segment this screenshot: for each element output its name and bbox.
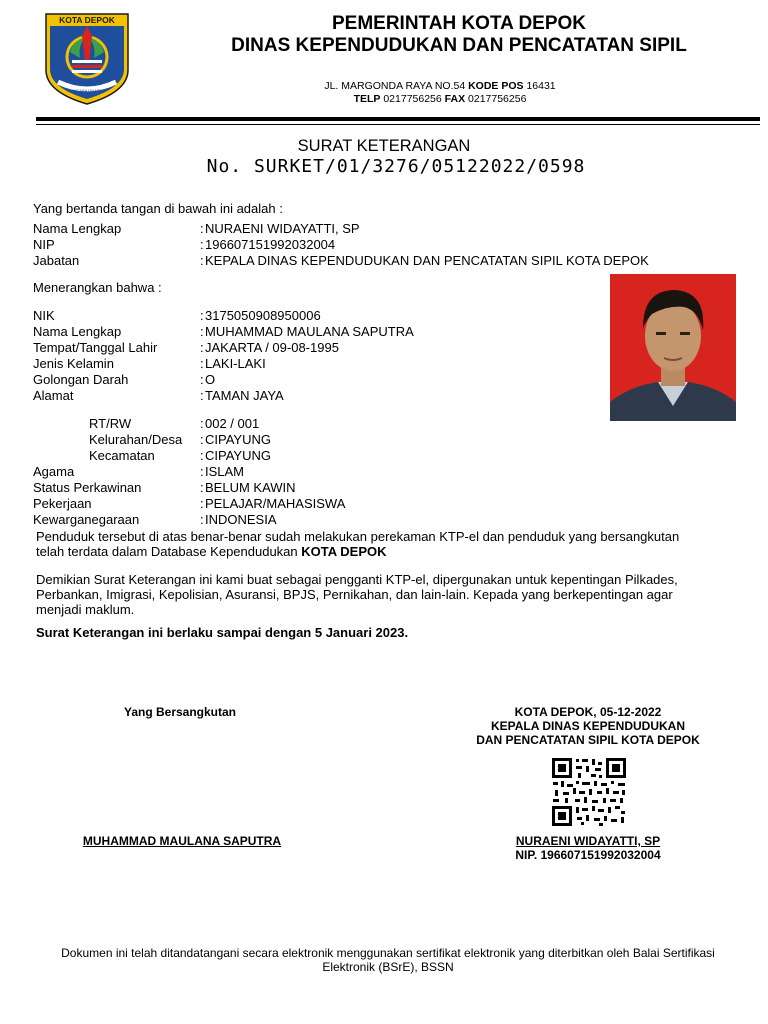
signer-name-value: NURAENI WIDAYATTI, SP [205,221,360,236]
purpose-line-2: Perbankan, Imigrasi, Kepolisian, Asuransi, BPJS, Pernikahan, dan lain-lain. Kepada yang berkepentingan agar [36,587,673,602]
village-value: CIPAYUNG [205,432,271,447]
address-value: TAMAN JAYA [205,388,284,403]
gender-label: Jenis Kelamin [33,356,114,371]
statement-line-2-text: telah terdata dalam Database Kependudukan [36,544,298,559]
colon: : [200,496,204,511]
logo-title-text: KOTA DEPOK [59,15,115,25]
colon: : [200,416,204,431]
colon: : [200,308,204,323]
colon: : [200,237,204,252]
nik-value: 3175050908950006 [205,308,321,323]
address-line [240,80,640,93]
citizenship-label: Kewarganegaraan [33,512,140,527]
purpose-line-3: menjadi maklum. [36,602,135,617]
colon: : [200,480,204,495]
marital-status-value: BELUM KAWIN [205,480,296,495]
signature-qr-code [551,757,627,827]
colon: : [200,448,204,463]
official-nip: NIP. 196607151992032004 [515,848,661,862]
religion-value: ISLAM [205,464,245,479]
header-divider-thin [36,124,760,125]
fax: 0217756256 [468,93,527,105]
official-title-line-2: DAN PENCATATAN SIPIL KOTA DEPOK [476,733,700,747]
nik-label: NIK [33,308,55,323]
birth-label: Tempat/Tanggal Lahir [33,340,158,355]
resident-photo [610,274,736,421]
contact-line [240,93,640,106]
blood-type-label: Golongan Darah [33,372,129,387]
occupation-value: PELAJAR/MAHASISWA [205,496,346,511]
fax-label: FAX [444,93,466,105]
district-label: Kecamatan [89,448,155,463]
signer-position-value: KEPALA DINAS KEPENDUDUKAN DAN PENCATATAN SIPIL KOTA DEPOK [205,253,649,268]
postcode-label: KODE POS [468,80,524,92]
place-date: KOTA DEPOK, 05-12-2022 [514,705,662,719]
kota-depok-logo [44,12,130,106]
religion-label: Agama [33,464,75,479]
colon: : [200,221,204,236]
village-label: Kelurahan/Desa [89,432,183,447]
resident-intro: Menerangkan bahwa : [33,280,162,295]
header-divider-thick [36,117,760,121]
signer-position-label: Jabatan [33,253,80,268]
statement-line-2 [36,544,746,559]
department-title: DINAS KEPENDUDUKAN DAN PENCATATAN SIPIL [231,35,687,56]
phone: 0217756256 [383,93,442,105]
birth-value: JAKARTA / 09-08-1995 [205,340,339,355]
statement-paragraph [36,529,746,559]
footer-line-2: Elektronik (BSrE), BSSN [322,960,454,974]
resident-name-value: MUHAMMAD MAULANA SAPUTRA [205,324,414,339]
official-signature-heading [458,705,718,747]
resident-signature-name: MUHAMMAD MAULANA SAPUTRA [82,834,282,848]
document-title: SURAT KETERANGAN [297,137,471,155]
footer-line-1: Dokumen ini telah ditandatangani secara elektronik menggunakan sertifikat elektronik yang diterbitkan oleh Balai Sertifikasi [61,946,715,960]
phone-label: TELP [353,93,381,105]
postcode: 16431 [526,80,556,92]
gender-value: LAKI-LAKI [205,356,266,371]
purpose-line-1: Demikian Surat Keterangan ini kami buat sebagai pengganti KTP-el, dipergunakan untuk kepentingan Pilkades, [36,572,678,587]
citizenship-value: INDONESIA [205,512,277,527]
colon: : [200,324,204,339]
signer-nip-value: 196607151992032004 [205,237,336,252]
address-label: Alamat [33,388,74,403]
colon: : [200,372,204,387]
marital-status-label: Status Perkawinan [33,480,142,495]
validity-statement: Surat Keterangan ini berlaku sampai dengan 5 Januari 2023. [36,625,409,640]
occupation-label: Pekerjaan [33,496,92,511]
rtrw-label: RT/RW [89,416,132,431]
official-title-line-1: KEPALA DINAS KEPENDUDUKAN [490,719,685,733]
purpose-paragraph [36,572,746,617]
document-number: No. SURKET/01/3276/05122022/0598 [206,156,586,177]
rtrw-value: 002 / 001 [205,416,260,431]
logo-motto-text: PANCARA DHARMA [68,88,106,93]
resident-signature-heading: Yang Bersangkutan [123,705,237,719]
government-title: PEMERINTAH KOTA DEPOK [331,13,587,34]
colon: : [200,340,204,355]
colon: : [200,432,204,447]
colon: : [200,388,204,403]
colon: : [200,253,204,268]
signer-name-label: Nama Lengkap [33,221,122,236]
electronic-signature-footer [30,946,746,974]
statement-line-1: Penduduk tersebut di atas benar-benar sudah melakukan perekaman KTP-el dan penduduk yang bersangkutan [36,529,680,544]
colon: : [200,356,204,371]
statement-city: KOTA DEPOK [301,544,387,559]
street-address: JL. MARGONDA RAYA NO.54 [324,80,466,92]
signer-nip-label: NIP [33,237,55,252]
colon: : [200,512,204,527]
district-value: CIPAYUNG [205,448,271,463]
official-signature-name: NURAENI WIDAYATTI, SP [515,834,661,848]
resident-name-label: Nama Lengkap [33,324,122,339]
blood-type-value: O [205,372,216,387]
official-signature-block [458,834,718,862]
signer-intro: Yang bertanda tangan di bawah ini adalah : [33,201,283,216]
colon: : [200,464,204,479]
